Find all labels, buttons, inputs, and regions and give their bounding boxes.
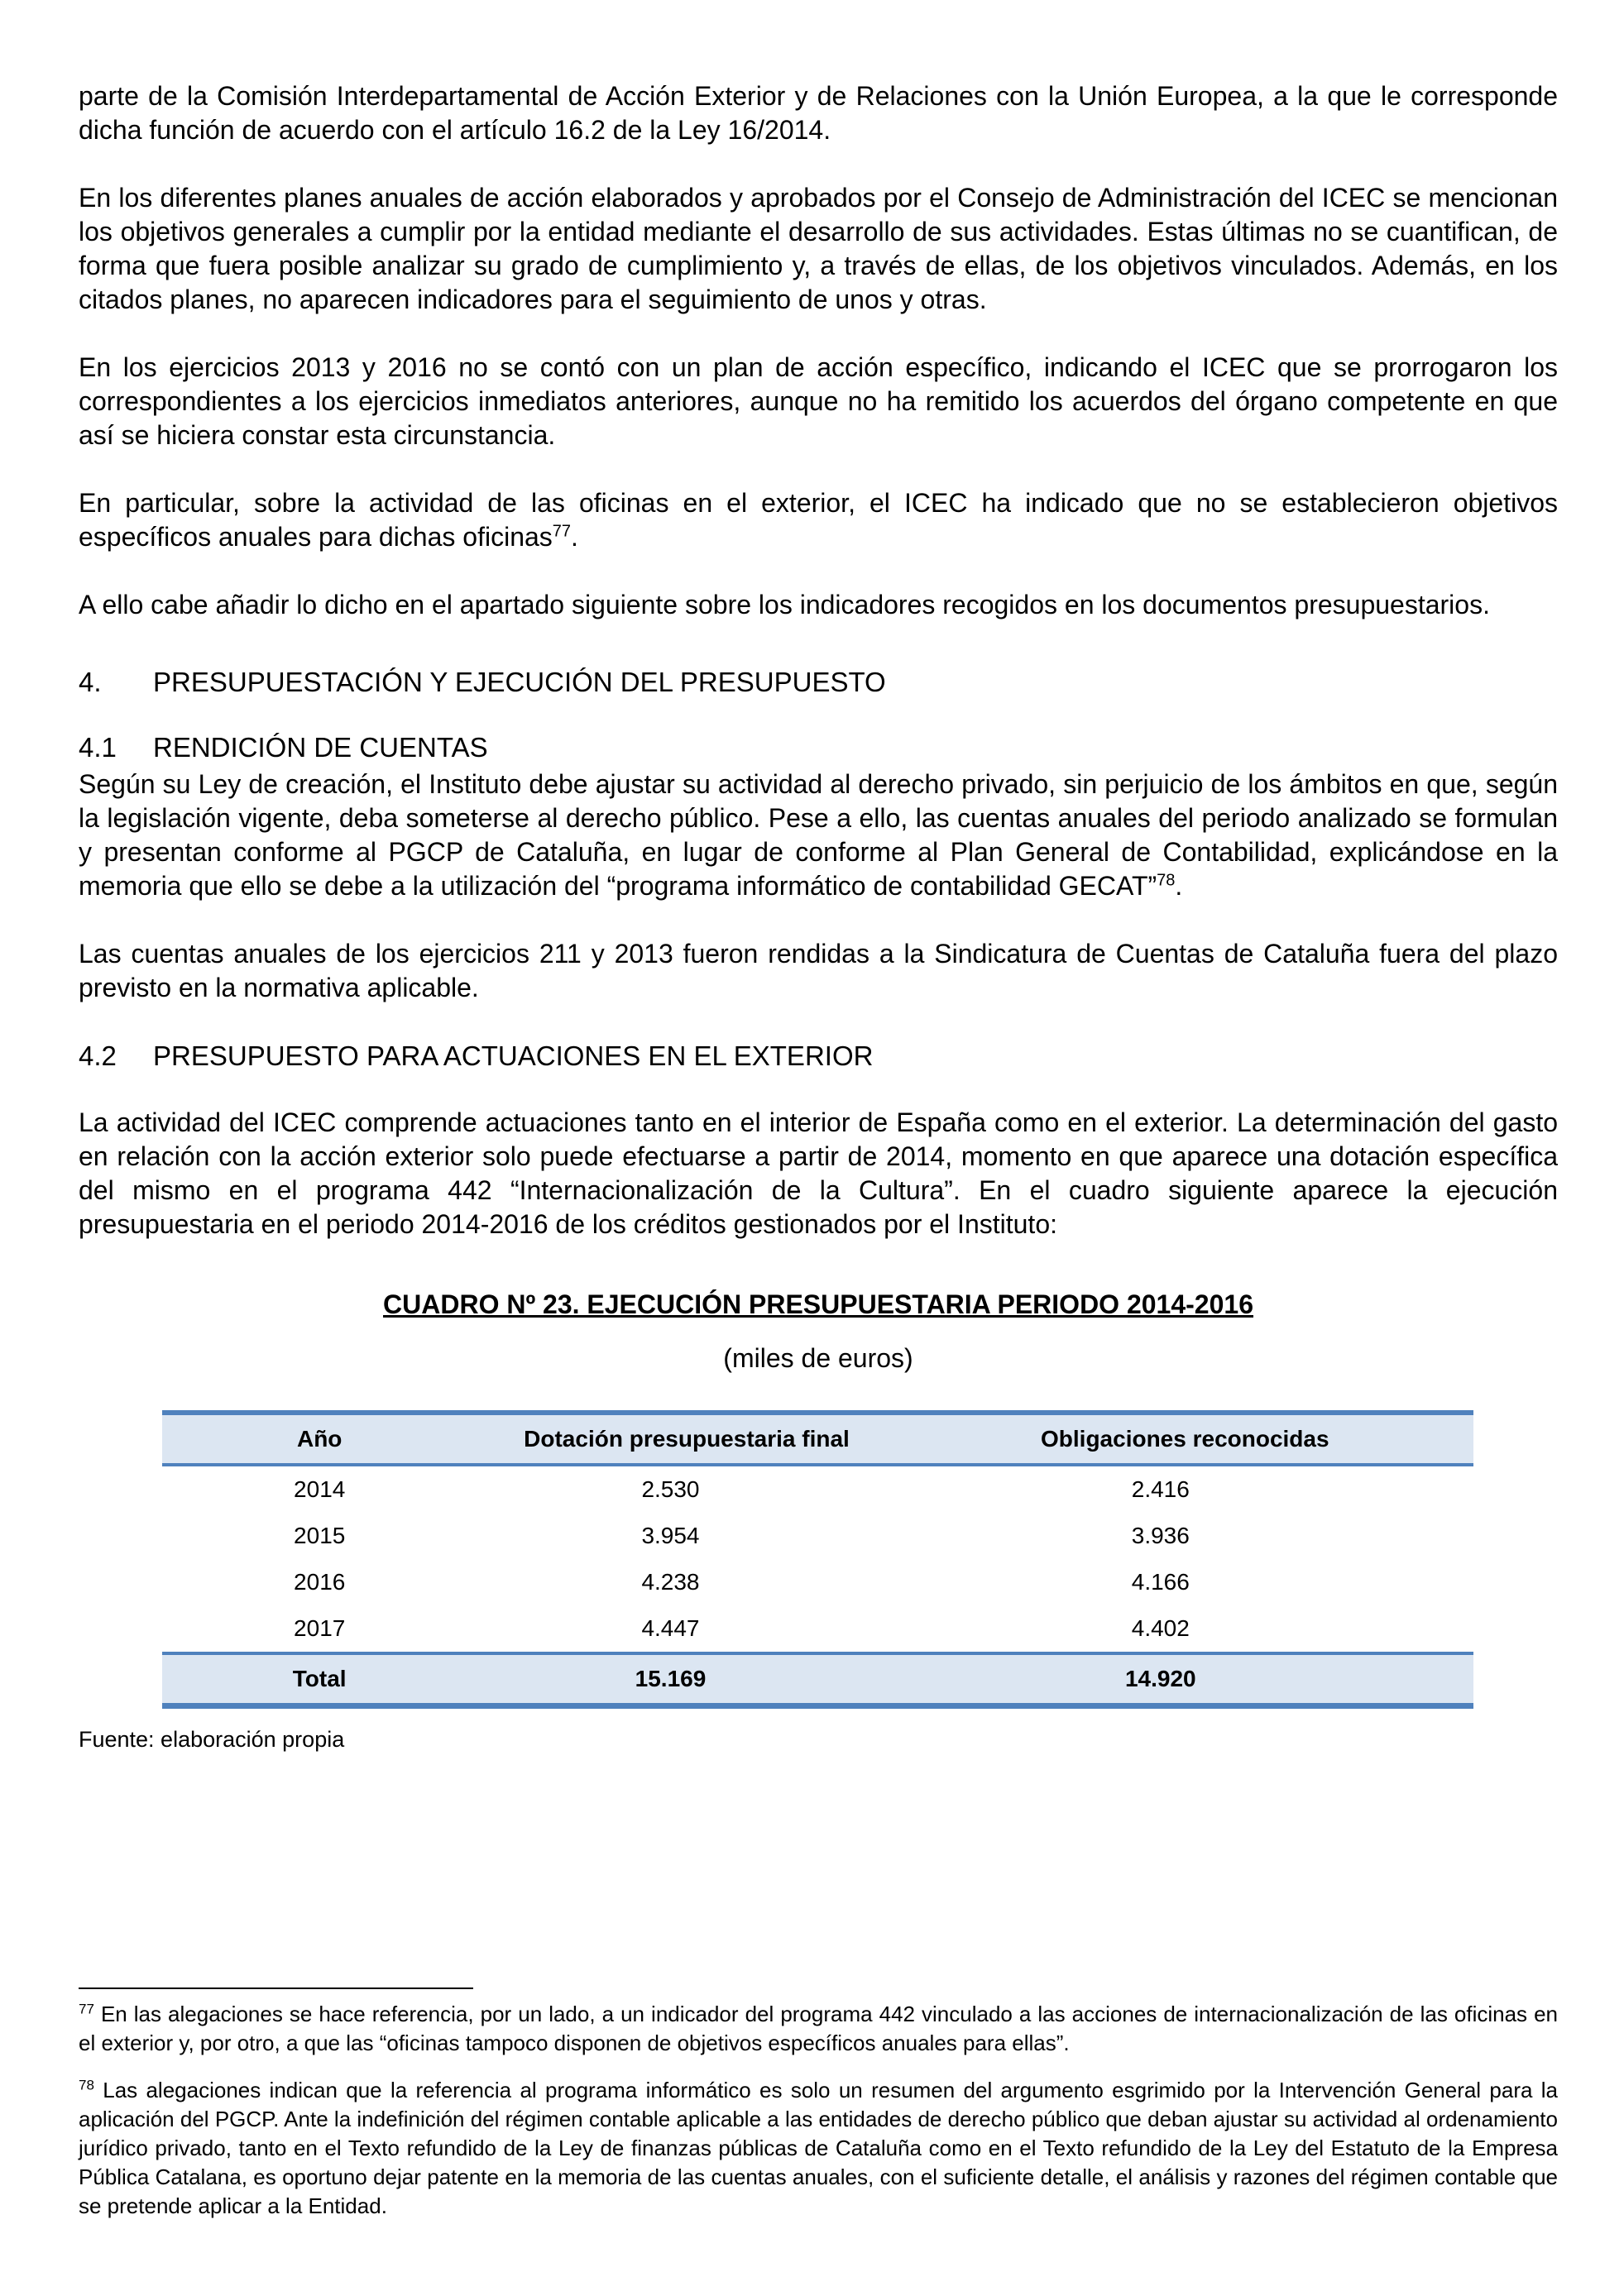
section-title: RENDICIÓN DE CUENTAS [153, 732, 488, 763]
column-header: Año [296, 1426, 343, 1452]
section-title: PRESUPUESTACIÓN Y EJECUCIÓN DEL PRESUPUESTO [153, 667, 886, 697]
section-heading-4 [79, 665, 1558, 699]
punct: . [1175, 871, 1183, 901]
section-heading-4-2 [79, 1039, 1558, 1073]
paragraph: La actividad del ICEC comprende actuaciones tanto en el interior de España como en el exterior. La determinación del gasto en relación con la acción exterior solo puede efectuarse a partir de 2014, momento en que aparece una dotación específica del mismo en el programa 442 “Internacionalización de la Cultura”. En el cuadro siguiente aparece la ejecución presupuestaria en el periodo 2014-2016 de los créditos gestionados por el Instituto: [79, 1107, 1558, 1239]
table-source: Fuente: elaboración propia [79, 1727, 345, 1752]
budget-table [162, 1410, 1473, 1709]
table-cell: 2014 [294, 1476, 346, 1502]
footnote-text: En las alegaciones se hace referencia, por un lado, a un indicador del programa 442 vinculado a las acciones de internacionalización de las oficinas en el exterior y, por otro, a que las “oficinas tampoco disponen de objetivos específicos anuales para ellas”. [79, 2002, 1558, 2055]
paragraph: En los ejercicios 2013 y 2016 no se contó con un plan de acción específico, indicando el ICEC que se prorrogaron los correspondientes a los ejercicios inmediatos anteriores, aunque no ha remitido los acuerdos del órgano competente en que así se hiciera constar esta circunstancia. [79, 352, 1558, 450]
table-cell: 2015 [294, 1523, 346, 1548]
table-total-row [162, 1653, 1473, 1706]
table-subtitle: (miles de euros) [723, 1343, 913, 1373]
paragraph: A ello cabe añadir lo dicho en el apartado siguiente sobre los indicadores recogidos en los documentos presupuestarios. [79, 590, 1490, 619]
body-content [79, 79, 1558, 1753]
section-number: 4.2 [79, 1040, 117, 1071]
footnote-77 [79, 2000, 1558, 2058]
footnote-78 [79, 2076, 1558, 2221]
table-cell: 2.530 [641, 1476, 700, 1502]
table-cell: 2016 [294, 1569, 346, 1595]
table-title: CUADRO Nº 23. EJECUCIÓN PRESUPUESTARIA PERIODO 2014-2016 [383, 1289, 1253, 1319]
paragraph: Las cuentas anuales de los ejercicios 211 y 2013 fueron rendidas a la Sindicatura de Cuentas de Cataluña fuera del plazo previsto en la normativa aplicable. [79, 939, 1558, 1002]
footnote-number: 78 [79, 2077, 94, 2093]
paragraph [79, 768, 1558, 903]
footnote-separator [79, 1987, 473, 1989]
section-number: 4. [79, 667, 102, 697]
column-header: Obligaciones reconocidas [1041, 1426, 1329, 1452]
footnote-ref[interactable]: 77 [552, 522, 572, 541]
table-cell: 4.166 [1131, 1569, 1190, 1595]
section-title: PRESUPUESTO PARA ACTUACIONES EN EL EXTERIOR [153, 1040, 874, 1071]
footnote-text: Las alegaciones indican que la referencia al programa informático es solo un resumen del argumento esgrimido por la Intervención General para la aplicación del PGCP. Ante la indefinición del régimen contable aplicable a las entidades de derecho público que deban ajustar su actividad al ordenamiento jurídico privado, tanto en el Texto refundido de la Ley de finanzas públicas de Cataluña como en el Texto refundido de la Ley del Estatuto de la Empresa Pública Catalana, es oportuno dejar patente en la memoria de las cuentas anuales, con el suficiente detalle, el análisis y razones del régimen contable que se pretende aplicar a la Entidad. [79, 2078, 1558, 2218]
paragraph: En los diferentes planes anuales de acción elaborados y aprobados por el Consejo de Administración del ICEC se mencionan los objetivos generales a cumplir por la entidad mediante el desarrollo de sus actividades. Estas últimas no se cuantifican, de forma que fuera posible analizar su grado de cumplimiento y, a través de ellas, de los objetivos vinculados. Además, en los citados planes, no aparecen indicadores para el seguimiento de unos y otras. [79, 183, 1558, 314]
footnote-number: 77 [79, 2001, 94, 2017]
paragraph-text: Según su Ley de creación, el Instituto debe ajustar su actividad al derecho privado, sin perjuicio de los ámbitos en que, según la legislación vigente, deba someterse al derecho público. Pese a ello, las cuentas anuales del periodo analizado se formulan y presentan conforme al PGCP de Cataluña, en lugar de conforme al Plan General de Contabilidad, explicándose en la memoria que ello se debe a la utilización del “programa informático de contabilidad GECAT” [79, 769, 1558, 901]
paragraph: parte de la Comisión Interdepartamental de Acción Exterior y de Relaciones con la Unión Europea, a la que le corresponde dicha función de acuerdo con el artículo 16.2 de la Ley 16/2014. [79, 81, 1558, 145]
table-cell: 4.402 [1131, 1615, 1190, 1641]
table-cell: 4.238 [641, 1569, 700, 1595]
table-cell: 2017 [294, 1615, 346, 1641]
table-row [162, 1465, 1473, 1513]
total-cell: 15.169 [635, 1666, 707, 1691]
footnote-ref[interactable]: 78 [1157, 871, 1176, 890]
paragraph [79, 486, 1558, 554]
table-row [162, 1605, 1473, 1653]
punct: . [571, 522, 578, 552]
paragraph-text: En particular, sobre la actividad de las oficinas en el exterior, el ICEC ha indicado que no se establecieron objetivos específicos anuales para dichas oficinas [79, 488, 1558, 552]
table-cell: 3.954 [641, 1523, 700, 1548]
table-row [162, 1513, 1473, 1559]
section-number: 4.1 [79, 732, 117, 763]
total-cell: 14.920 [1124, 1666, 1196, 1691]
table-cell: 2.416 [1131, 1476, 1190, 1502]
table-cell: 4.447 [641, 1615, 700, 1641]
table-header-row [162, 1413, 1473, 1465]
table-row [162, 1559, 1473, 1605]
total-cell: Total [292, 1666, 347, 1691]
column-header: Dotación presupuestaria final [524, 1426, 850, 1452]
table-cell: 3.936 [1131, 1523, 1190, 1548]
section-heading-4-1 [79, 730, 1558, 764]
